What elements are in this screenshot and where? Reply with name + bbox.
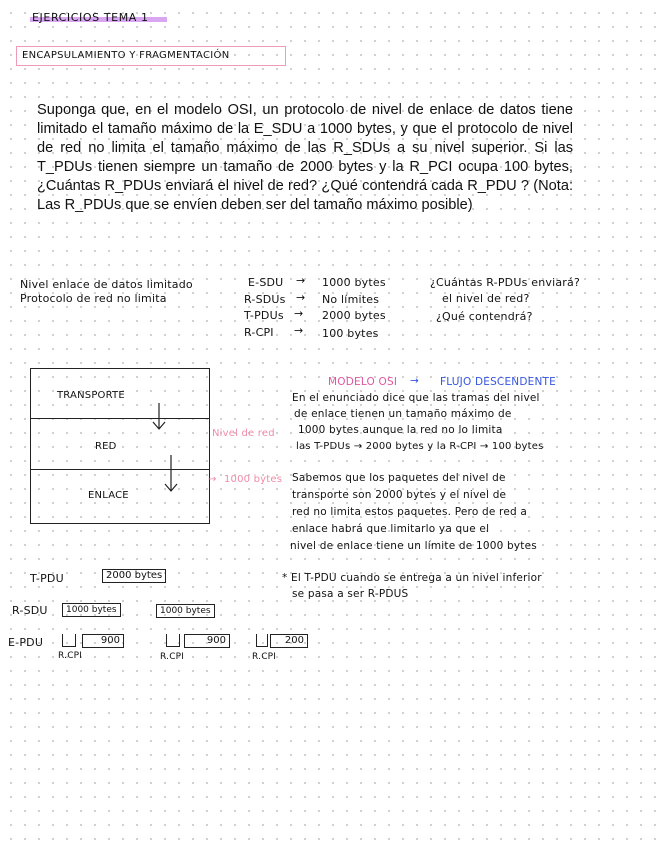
annot-enlace-bytes: 1000 bytes xyxy=(224,474,283,485)
tpdu-box: 2000 bytes xyxy=(102,569,166,583)
rcpi-segment xyxy=(62,634,76,647)
note-line1: * El T-PDU cuando se entrega a un nivel inferior xyxy=(282,572,542,584)
layer-red: RED xyxy=(95,441,117,452)
epdu-payload: 900 xyxy=(82,634,124,648)
down-arrow-icon xyxy=(149,403,169,433)
explanation-line: red no limita estos paquetes. Pero de red a xyxy=(292,506,528,518)
given-row-label: R-CPI xyxy=(244,326,274,339)
explanation-line: enlace habrá que limitarlo ya que el xyxy=(292,523,490,535)
explanation-line: transporte son 2000 bytes y el nivel de xyxy=(292,489,507,501)
rsdu-box: 1000 bytes xyxy=(156,604,215,618)
explanation-line: 1000 bytes aunque la red no lo limita xyxy=(298,424,503,436)
problem-statement: Suponga que, en el modelo OSI, un protocolo de nivel de enlace de datos tiene limitado el tamaño máximo de la E_SDU a 1000 bytes, y que el protocolo de nivel de red no limita el tamaño máximo de las R_SDUs a su nivel superior. Si las T_PDUs tienen siempre un tamaño de 2000 bytes y la R_PCI ocupa 100 bytes, ¿Cuántas R_PDUs enviará el nivel de red? ¿Qué contendrá cada R_PDU ? (Nota: Las R_PDUs que se envíen deben ser del tamaño máximo posible) xyxy=(37,102,573,213)
question-2: ¿Qué contendrá? xyxy=(436,310,533,323)
arrow-icon: → xyxy=(410,375,419,387)
arrow-icon: → xyxy=(296,291,306,304)
explanation-line: de enlace tienen un tamaño máximo de xyxy=(294,408,512,420)
layer-enlace: ENLACE xyxy=(88,490,129,501)
rcpi-label: R.CPI xyxy=(160,652,185,662)
given-row-label: R-SDUs xyxy=(244,293,286,306)
arrow-icon: → xyxy=(208,474,217,485)
heading-flujo: FLUJO DESCENDENTE xyxy=(440,376,556,388)
section-subtitle: ENCAPSULAMIENTO Y FRAGMENTACIÓN xyxy=(16,46,286,66)
arrow-icon: → xyxy=(294,324,304,337)
epdu-payload: 200 xyxy=(270,634,308,648)
arrow-icon: → xyxy=(296,274,306,287)
question-1: ¿Cuántas R-PDUs enviará? xyxy=(430,276,580,289)
rsdu-box: 1000 bytes xyxy=(62,603,121,617)
given-row-label: E-SDU xyxy=(248,276,284,289)
page-title: EJERCICIOS TEMA 1 xyxy=(30,11,167,24)
question-1b: el nivel de red? xyxy=(442,292,530,305)
rcpi-segment xyxy=(166,634,180,647)
rsdu-label: R-SDU xyxy=(12,604,48,617)
layer-divider xyxy=(31,469,209,470)
layer-divider xyxy=(31,418,209,419)
heading-modelo-osi: MODELO OSI xyxy=(328,376,398,388)
explanation-line: Sabemos que los paquetes del nivel de xyxy=(292,472,506,484)
layer-diagram xyxy=(30,368,210,524)
given-row-value: 2000 bytes xyxy=(322,309,386,322)
explanation-line: En el enunciado dice que las tramas del nivel xyxy=(292,392,540,404)
layer-transporte: TRANSPORTE xyxy=(57,390,125,401)
given-left-line2: Protocolo de red no limita xyxy=(20,292,167,305)
epdu-payload: 900 xyxy=(184,634,230,648)
note-line2: se pasa a ser R-PDUS xyxy=(292,588,409,600)
given-row-value: 100 bytes xyxy=(322,327,379,340)
epdu-label: E-PDU xyxy=(8,636,44,649)
given-row-value: 1000 bytes xyxy=(322,276,386,289)
arrow-icon: → xyxy=(294,307,304,320)
annot-nivel-red: Nivel de red xyxy=(212,428,275,439)
rcpi-label: R.CPI xyxy=(58,651,83,661)
given-row-value: No límites xyxy=(322,293,380,306)
given-row-label: T-PDUs xyxy=(244,309,284,322)
given-left-line1: Nivel enlace de datos limitado xyxy=(20,278,193,291)
down-arrow-icon xyxy=(161,455,181,495)
rcpi-segment xyxy=(256,634,268,647)
rcpi-label: R.CPI xyxy=(252,652,277,662)
explanation-line: nivel de enlace tiene un límite de 1000 bytes xyxy=(290,540,537,552)
explanation-line: las T-PDUs → 2000 bytes y la R-CPI → 100 bytes xyxy=(296,441,544,452)
tpdu-label: T-PDU xyxy=(30,572,64,585)
